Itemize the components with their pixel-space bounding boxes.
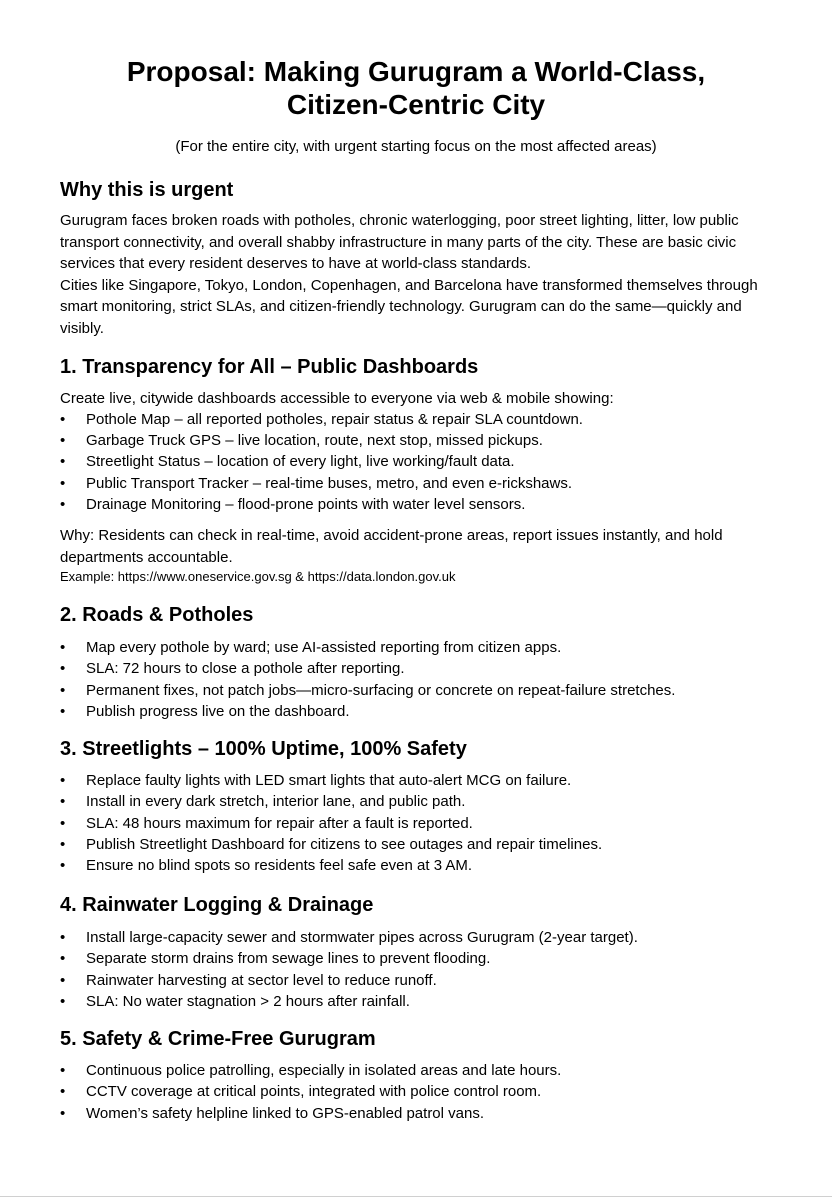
list-item-text: Women’s safety helpline linked to GPS-enabled patrol vans. [86, 1104, 485, 1122]
list-item [60, 409, 790, 430]
list-item-text: Map every pothole by ward; use AI-assisted reporting from citizen apps. [86, 639, 562, 656]
title-line-1: Proposal: Making Gurugram a World-Class, [126, 56, 706, 87]
list-item-text: Pothole Map – all reported potholes, repair status & repair SLA countdown. [86, 411, 583, 428]
list-item-text: SLA: 48 hours maximum for repair after a fault is reported. [86, 814, 473, 832]
urgent-paragraph [60, 210, 780, 339]
page-subtitle: (For the entire city, with urgent starting focus on the most affected areas) [175, 138, 657, 155]
bullet-mark: • [60, 411, 66, 428]
list-item-text: Permanent fixes, not patch jobs—micro-surfacing or concrete on repeat-failure stretches. [86, 681, 676, 699]
bullet-mark: • [60, 950, 66, 968]
bullet-mark: • [60, 474, 66, 492]
section-heading-transparency: 1. Transparency for All – Public Dashboards [60, 356, 479, 378]
page-bottom-divider [0, 1196, 832, 1197]
bullet-mark: • [60, 639, 66, 656]
section-heading-streetlights: 3. Streetlights – 100% Uptime, 100% Safety [60, 738, 467, 760]
list-item [60, 658, 790, 679]
bullet-mark: • [60, 660, 66, 678]
transparency-why: Why: Residents can check in real-time, avoid accident-prone areas, report issues instantly, and hold departments accountable. [60, 527, 723, 566]
list-item-text: Rainwater harvesting at sector level to reduce runoff. [86, 971, 437, 989]
list-item-text: SLA: 72 hours to close a pothole after reporting. [86, 660, 405, 678]
list-item-text: SLA: No water stagnation > 2 hours after rainfall. [86, 992, 410, 1010]
list-item [60, 970, 790, 991]
bullet-mark: • [60, 1062, 66, 1079]
bullet-mark: • [60, 793, 66, 811]
list-item-text: Drainage Monitoring – flood-prone points with water level sensors. [86, 495, 526, 513]
urgent-paragraph-1: Gurugram faces broken roads with potholes, chronic waterlogging, poor street lighting, litter, low public transport connectivity, and overall shabby infrastructure in many parts of the city. These are basic civic services that every resident deserves to have at world-class standards. [60, 212, 739, 272]
list-item-text: Ensure no blind spots so residents feel safe even at 3 AM. [86, 857, 473, 875]
list-item [60, 701, 790, 722]
list-item-text: Publish Streetlight Dashboard for citizens to see outages and repair timelines. [86, 835, 603, 853]
list-item [60, 451, 790, 472]
bullet-mark: • [60, 971, 66, 989]
bullet-mark: • [60, 929, 66, 946]
drainage-list [60, 927, 790, 1012]
section-heading-roads: 2. Roads & Potholes [60, 604, 254, 626]
list-item-text: Public Transport Tracker – real-time buses, metro, and even e-rickshaws. [86, 474, 573, 492]
list-item [60, 1081, 790, 1102]
bullet-mark: • [60, 681, 66, 699]
list-item-text: Install in every dark stretch, interior lane, and public path. [86, 793, 466, 811]
safety-list [60, 1060, 790, 1124]
page-title [0, 55, 832, 121]
list-item-text: Replace faulty lights with LED smart lights that auto-alert MCG on failure. [86, 772, 572, 789]
list-item [60, 991, 790, 1012]
bullet-mark: • [60, 702, 66, 720]
section-heading-urgent: Why this is urgent [60, 179, 234, 201]
transparency-example: Example: https://www.oneservice.gov.sg & https://data.london.gov.uk [60, 569, 456, 584]
transparency-intro: Create live, citywide dashboards accessible to everyone via web & mobile showing: [60, 390, 614, 407]
list-item [60, 430, 790, 451]
bullet-mark: • [60, 857, 66, 875]
streetlights-list [60, 770, 790, 876]
bullet-mark: • [60, 992, 66, 1010]
list-item [60, 473, 790, 494]
list-item-text: CCTV coverage at critical points, integrated with police control room. [86, 1083, 542, 1101]
bullet-mark: • [60, 1083, 66, 1101]
list-item-text: Separate storm drains from sewage lines to prevent flooding. [86, 950, 491, 968]
transparency-list [60, 409, 790, 515]
list-item [60, 770, 790, 791]
list-item-text: Publish progress live on the dashboard. [86, 702, 350, 720]
list-item-text: Install large-capacity sewer and stormwater pipes across Gurugram (2-year target). [86, 929, 638, 946]
bullet-mark: • [60, 495, 66, 513]
list-item-text: Continuous police patrolling, especially in isolated areas and late hours. [86, 1062, 562, 1079]
section-heading-drainage: 4. Rainwater Logging & Drainage [60, 894, 374, 916]
bullet-mark: • [60, 432, 66, 450]
list-item [60, 680, 790, 701]
list-item-text: Streetlight Status – location of every light, live working/fault data. [86, 453, 515, 471]
title-line-2: Citizen-Centric City [286, 89, 546, 120]
bullet-mark: • [60, 1104, 66, 1122]
list-item [60, 637, 790, 658]
list-item [60, 1060, 790, 1081]
list-item [60, 948, 790, 969]
roads-list [60, 637, 790, 722]
list-item [60, 855, 790, 876]
bullet-mark: • [60, 453, 66, 471]
section-heading-safety: 5. Safety & Crime-Free Gurugram [60, 1028, 376, 1050]
list-item [60, 1103, 790, 1124]
list-item [60, 494, 790, 515]
urgent-paragraph-2: Cities like Singapore, Tokyo, London, Copenhagen, and Barcelona have transformed themselves through smart monitoring, strict SLAs, and citizen-friendly technology. Gurugram can do the same—quickly and visibly. [60, 276, 758, 337]
list-item-text: Garbage Truck GPS – live location, route, next stop, missed pickups. [86, 432, 543, 450]
bullet-mark: • [60, 814, 66, 832]
list-item [60, 834, 790, 855]
bullet-mark: • [60, 835, 66, 853]
bullet-mark: • [60, 772, 66, 789]
list-item [60, 927, 790, 948]
list-item [60, 791, 790, 812]
list-item [60, 813, 790, 834]
